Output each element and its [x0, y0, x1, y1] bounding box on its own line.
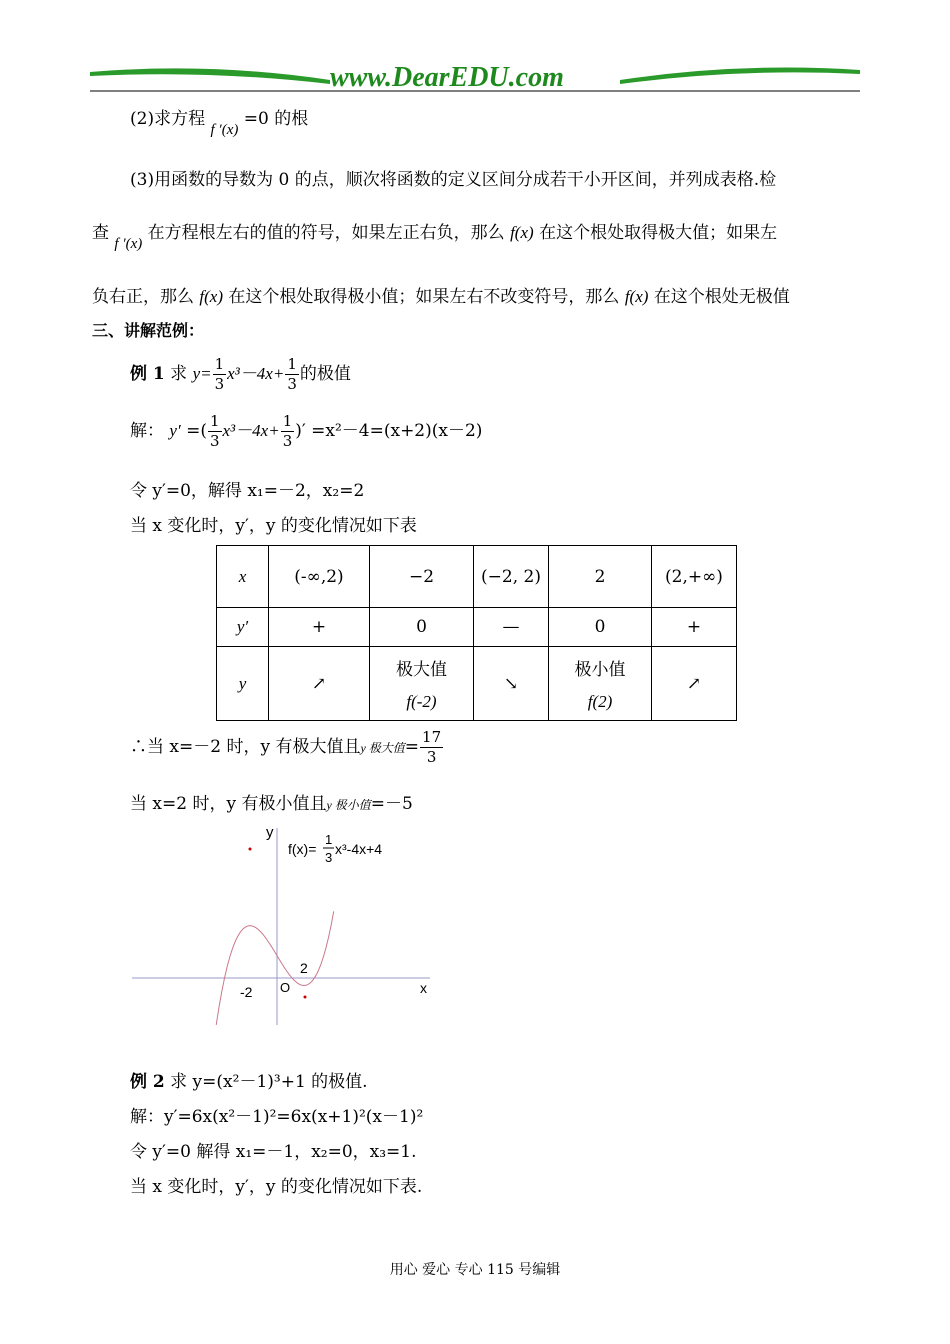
min-point — [304, 996, 307, 999]
ex1-sol-y: y′ — [169, 421, 181, 440]
max-label: 极大值 — [396, 660, 447, 680]
table-cell: 2 — [549, 546, 652, 608]
table-cell: (2,+∞) — [652, 546, 737, 608]
concl1-sub: y 极大值 — [360, 741, 405, 755]
ex2-question — [130, 1067, 368, 1092]
min-value: f(2) — [587, 692, 613, 711]
step3-line2 — [92, 218, 872, 252]
decreasing-arrow-icon: ↘ — [474, 647, 549, 721]
concl2-b: =－5 — [370, 794, 413, 814]
table-cell — [370, 647, 474, 721]
step3-line1: (3)用函数的导数为 0 的点，顺次将函数的定义区间分成若干小开区间，并列成表格.检 — [130, 170, 777, 190]
section-title: 三、讲解范例： — [92, 321, 205, 340]
table-row-x — [217, 546, 737, 608]
step2-func: f ′(x) — [210, 122, 239, 138]
step3-l2-b: 在方程根左右的值的符号，如果左正右负，那么 — [147, 223, 505, 243]
table-cell: (−2, 2) — [474, 546, 549, 608]
min-label: 极小值 — [574, 660, 626, 680]
function-graph — [130, 820, 440, 1030]
ex1-q-frac2: $\frac{1}{3}$ — [287, 355, 297, 393]
step3-l3-b: 在这个根处取得极小值；如果左右不改变符号，那么 — [228, 287, 620, 307]
y-axis-label: y — [266, 824, 274, 841]
ex1-sol-frac2: $\frac{1}{3}$ — [282, 412, 293, 450]
concl1-text: ∴当 x=－2 时，y 有极大值且 — [130, 737, 361, 757]
concl1-frac: $\frac{17}{3}$ — [422, 728, 442, 766]
max-point — [249, 848, 252, 851]
ex1-sol-a: =( — [186, 421, 207, 441]
step3-l3-a: 负右正，那么 — [92, 287, 194, 307]
concl1-eq: = — [404, 737, 420, 757]
table-cell: 0 — [370, 608, 474, 647]
concl2-text: 当 x=2 时，y 有极小值且 — [130, 794, 327, 814]
ex1-question — [130, 357, 351, 392]
ex1-q-y: y= — [192, 364, 212, 383]
step3-line3 — [92, 282, 872, 307]
step3-l2-func: f ′(x) — [114, 236, 143, 252]
page-footer: 用心 爱心 专心 115 号编辑 — [389, 1262, 561, 1278]
step2-suffix: =0 的根 — [243, 109, 309, 129]
ex2-when-line: 当 x 变化时，y′，y 的变化情况如下表. — [130, 1177, 423, 1197]
table-cell: −2 — [370, 546, 474, 608]
max-value: f(-2) — [406, 692, 437, 711]
table-cell — [549, 647, 652, 721]
ex1-q-c: 的极值 — [299, 364, 351, 384]
ex1-sol-c: )′ — [295, 421, 306, 441]
site-logo: www.DearEDU.com — [330, 62, 564, 93]
x-axis-label: x — [420, 980, 427, 996]
ex1-label: 例 1 — [130, 364, 165, 384]
tick-label-neg2: -2 — [240, 984, 253, 1000]
tick-label-2: 2 — [300, 960, 308, 976]
ex1-solution — [130, 414, 482, 449]
ex1-sol-b: x³－4x+ — [222, 421, 280, 440]
step3-l3-fx2: f(x) — [624, 287, 649, 306]
func-label-den: 3 — [325, 850, 333, 865]
ex1-sol-d: =x²－4=(x+2)(x－2) — [311, 421, 483, 441]
ex2-q: 求 y=(x²－1)³+1 的极值. — [170, 1072, 368, 1092]
step2-prefix: (2)求方程 — [130, 109, 206, 129]
table-cell: + — [269, 608, 370, 647]
ex1-q-b: x³－4x+ — [227, 364, 285, 383]
ex1-conclusion-max — [130, 730, 444, 765]
step3-l2-c: 在这个根处取得极大值；如果左 — [539, 223, 778, 243]
concl2-sub: y 极小值 — [326, 798, 371, 812]
step3-l2-fx: f(x) — [510, 223, 534, 242]
table-row-y — [217, 647, 737, 721]
func-label-a: f(x)= — [288, 841, 317, 857]
ex1-q-a: 求 — [170, 364, 188, 384]
func-label-b: x³-4x+4 — [335, 841, 383, 857]
table-row-dy — [217, 608, 737, 647]
step3-l3-c: 在这个根处无极值 — [653, 287, 790, 307]
ex1-conclusion-min — [130, 789, 413, 814]
table-cell: 0 — [549, 608, 652, 647]
table-cell: x — [217, 546, 269, 608]
ex1-variation-table — [216, 545, 737, 721]
increasing-arrow-icon: ↗ — [652, 647, 737, 721]
increasing-arrow-icon: ↗ — [269, 647, 370, 721]
origin-label: O — [280, 980, 291, 995]
ex1-let-line: 令 y′=0，解得 x₁=－2，x₂=2 — [130, 481, 365, 501]
table-cell: + — [652, 608, 737, 647]
table-cell: y′ — [217, 608, 269, 647]
step3-l2-a: 查 — [92, 223, 109, 243]
header-banner — [90, 60, 860, 100]
ex2-solution: 解：y′=6x(x²－1)²=6x(x+1)²(x－1)² — [130, 1107, 424, 1127]
table-cell: — — [474, 608, 549, 647]
step3-l3-fx1: f(x) — [199, 287, 223, 306]
func-label-num: 1 — [325, 832, 333, 847]
ex1-sol-frac1: $\frac{1}{3}$ — [209, 412, 220, 450]
step2-line — [130, 104, 309, 138]
ex1-when-line: 当 x 变化时，y′，y 的变化情况如下表 — [130, 516, 417, 536]
function-curve — [216, 911, 334, 1025]
ex2-label: 例 2 — [130, 1072, 165, 1092]
ex1-sol-label: 解： — [130, 421, 164, 441]
table-cell: (-∞,2) — [269, 546, 370, 608]
ex1-q-frac1: $\frac{1}{3}$ — [214, 355, 225, 393]
table-cell: y — [217, 647, 269, 721]
ex2-let-line: 令 y′=0 解得 x₁=－1，x₂=0，x₃=1. — [130, 1142, 417, 1162]
